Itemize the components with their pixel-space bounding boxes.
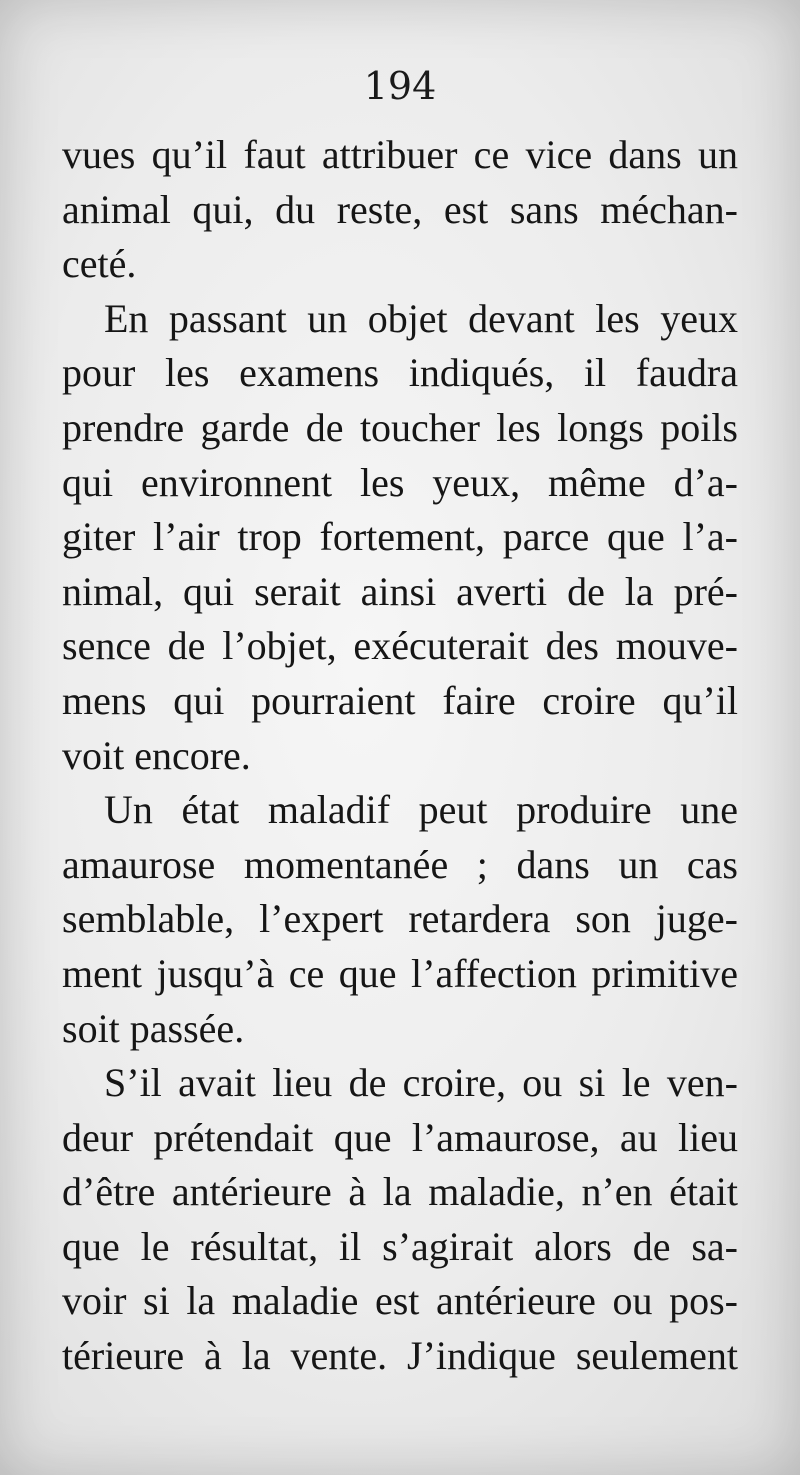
text-line: animal qui, du reste, est sans méchan- <box>62 186 738 232</box>
paragraph-first-line: En passant un objet devant les yeux <box>104 295 738 341</box>
text-line: giter l’air trop fortement, parce que l’a- <box>62 514 738 560</box>
text-line: ment jusqu’à ce que l’affection primitive <box>62 950 738 996</box>
text-line: prendre garde de toucher les longs poils <box>62 404 738 450</box>
text-line: sence de l’objet, exécuterait des mouve- <box>62 623 738 669</box>
text-line: vues qu’il faut attribuer ce vice dans un <box>62 132 738 177</box>
text-line: soit passée. <box>62 1005 245 1051</box>
text-line: amaurose momentanée ; dans un cas <box>62 841 738 887</box>
text-line: d’être antérieure à la maladie, n’en était <box>62 1169 738 1215</box>
text-line: pour les examens indiqués, il faudra <box>62 350 738 396</box>
paragraph-first-line: S’il avait lieu de croire, ou si le ven- <box>104 1060 738 1106</box>
text-line: semblable, l’expert retardera son juge- <box>62 896 738 942</box>
body-text <box>62 128 738 1384</box>
text-line: voit encore. <box>62 732 251 778</box>
paragraph-first-line: Un état maladif peut produire une <box>104 787 738 833</box>
text-line: nimal, qui serait ainsi averti de la pré- <box>62 568 738 614</box>
text-line: qui environnent les yeux, même d’a- <box>62 459 738 505</box>
page-number: 194 <box>363 64 437 108</box>
text-line: térieure à la vente. J’indique seulement <box>62 1333 738 1379</box>
text-line: ceté. <box>62 241 137 287</box>
text-line: voir si la maladie est antérieure ou pos- <box>62 1278 738 1324</box>
text-line: mens qui pourraient faire croire qu’il <box>62 677 738 723</box>
text-line: deur prétendait que l’amaurose, au lieu <box>62 1114 738 1160</box>
text-line: que le résultat, il s’agirait alors de sa- <box>62 1223 738 1269</box>
